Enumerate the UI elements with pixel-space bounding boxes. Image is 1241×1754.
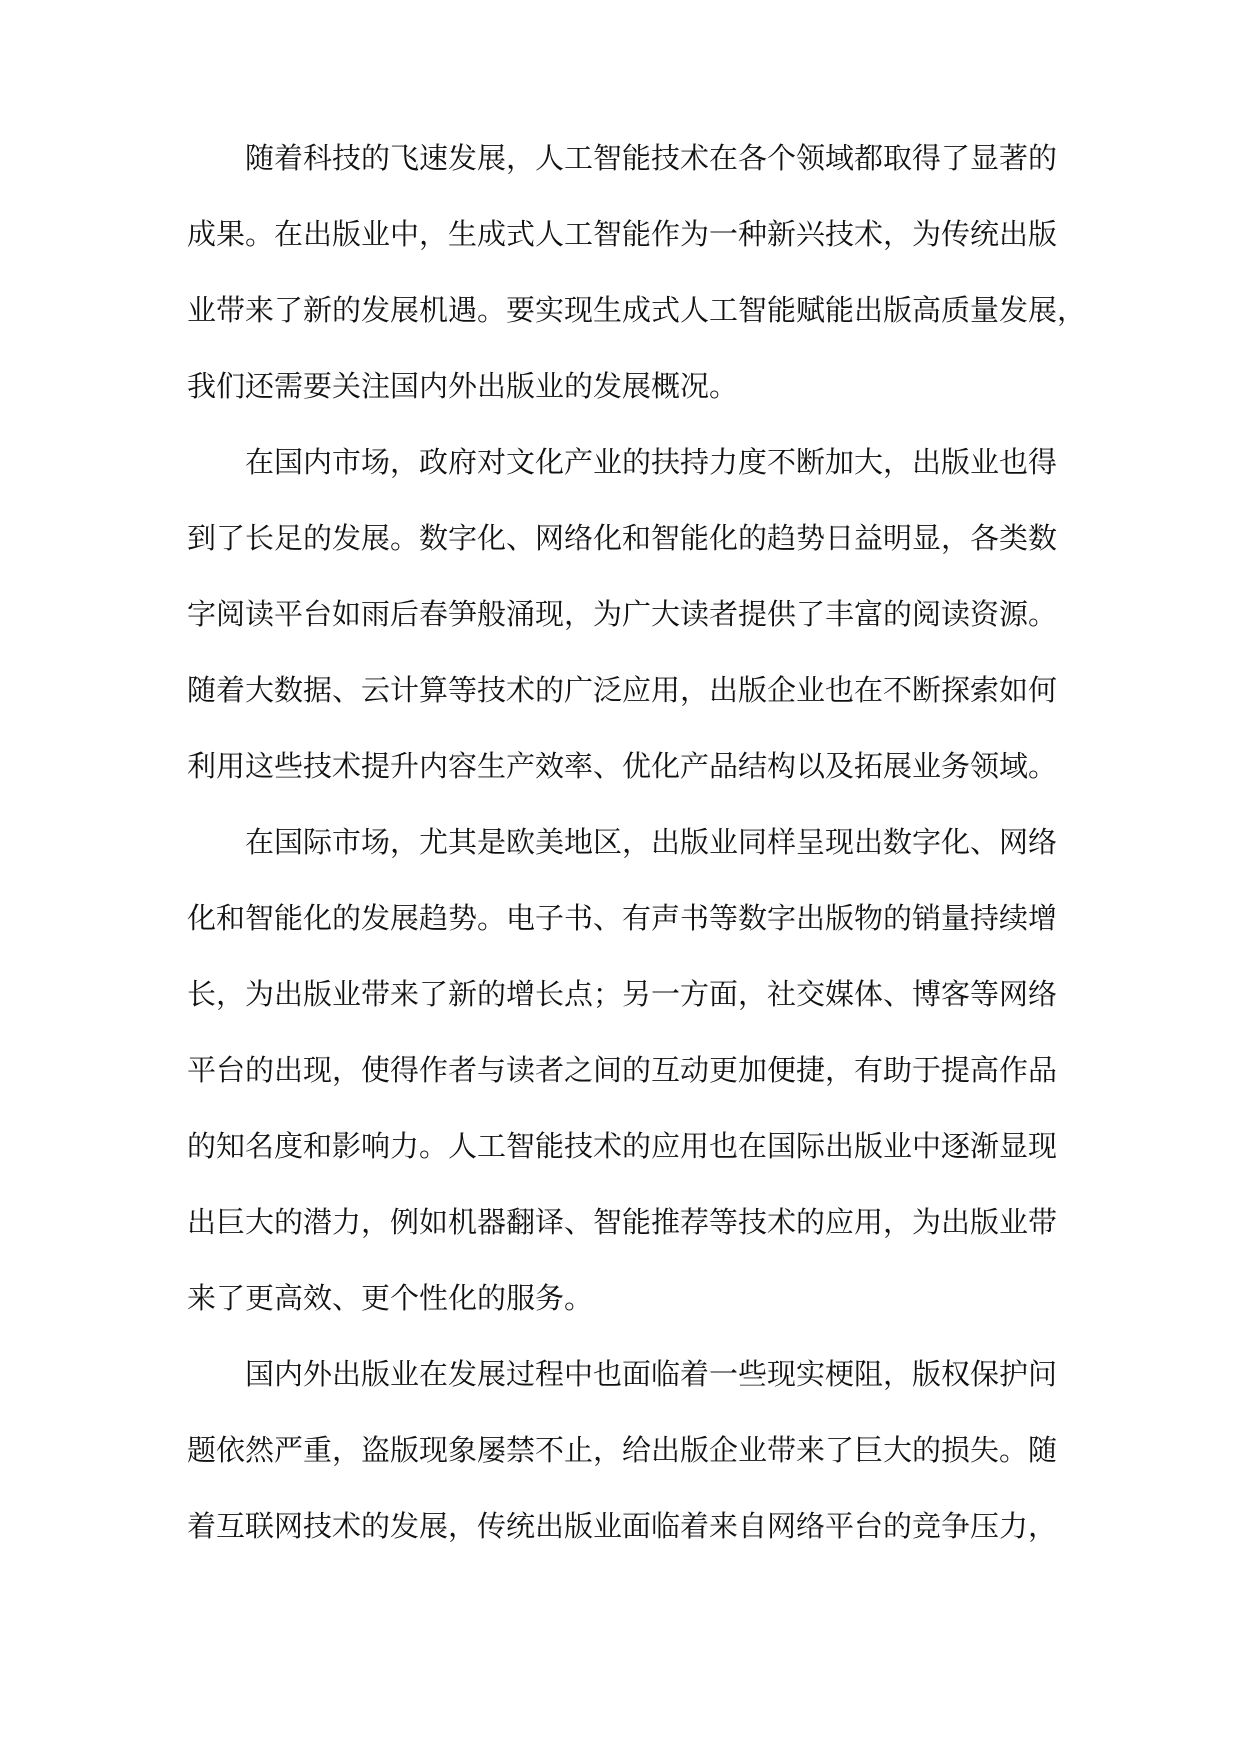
- paragraph-3-line-4: 平台的出现，使得作者与读者之间的互动更加便捷，有助于提高作品: [187, 1053, 1058, 1087]
- paragraph-1-line-4: 我们还需要关注国内外出版业的发展概况。: [187, 369, 739, 403]
- paragraph-3-line-6: 出巨大的潜力，例如机器翻译、智能推荐等技术的应用，为出版业带: [187, 1205, 1058, 1239]
- paragraph-4-line-3: 着互联网技术的发展，传统出版业面临着来自网络平台的竞争压力，: [187, 1509, 1058, 1543]
- paragraph-3-line-7: 来了更高效、更个性化的服务。: [187, 1281, 594, 1315]
- paragraph-3-line-3: 长，为出版业带来了新的增长点；另一方面，社交媒体、博客等网络: [187, 977, 1058, 1011]
- paragraph-2-line-5: 利用这些技术提升内容生产效率、优化产品结构以及拓展业务领域。: [187, 749, 1058, 783]
- body-text: [187, 138, 1087, 1546]
- paragraph-1-line-3: 业带来了新的发展机遇。要实现生成式人工智能赋能出版高质量发展，: [187, 293, 1087, 327]
- paragraph-2-line-1: 在国内市场，政府对文化产业的扶持力度不断加大，出版业也得: [245, 445, 1058, 479]
- paragraph-3-line-5: 的知名度和影响力。人工智能技术的应用也在国际出版业中逐渐显现: [187, 1129, 1058, 1163]
- paragraph-3-line-1: 在国际市场，尤其是欧美地区，出版业同样呈现出数字化、网络: [245, 825, 1058, 859]
- paragraph-2-line-2: 到了长足的发展。数字化、网络化和智能化的趋势日益明显，各类数: [187, 521, 1058, 555]
- paragraph-3-line-2: 化和智能化的发展趋势。电子书、有声书等数字出版物的销量持续增: [187, 901, 1058, 935]
- paragraph-1-line-2: 成果。在出版业中，生成式人工智能作为一种新兴技术，为传统出版: [187, 217, 1058, 251]
- paragraph-1-line-1: 随着科技的飞速发展，人工智能技术在各个领域都取得了显著的: [245, 141, 1058, 175]
- paragraph-4-line-2: 题依然严重，盗版现象屡禁不止，给出版企业带来了巨大的损失。随: [187, 1433, 1058, 1467]
- paragraph-4-line-1: 国内外出版业在发展过程中也面临着一些现实梗阻，版权保护问: [245, 1357, 1058, 1391]
- paragraph-2-line-3: 字阅读平台如雨后春笋般涌现，为广大读者提供了丰富的阅读资源。: [187, 597, 1058, 631]
- paragraph-2-line-4: 随着大数据、云计算等技术的广泛应用，出版企业也在不断探索如何: [187, 673, 1058, 707]
